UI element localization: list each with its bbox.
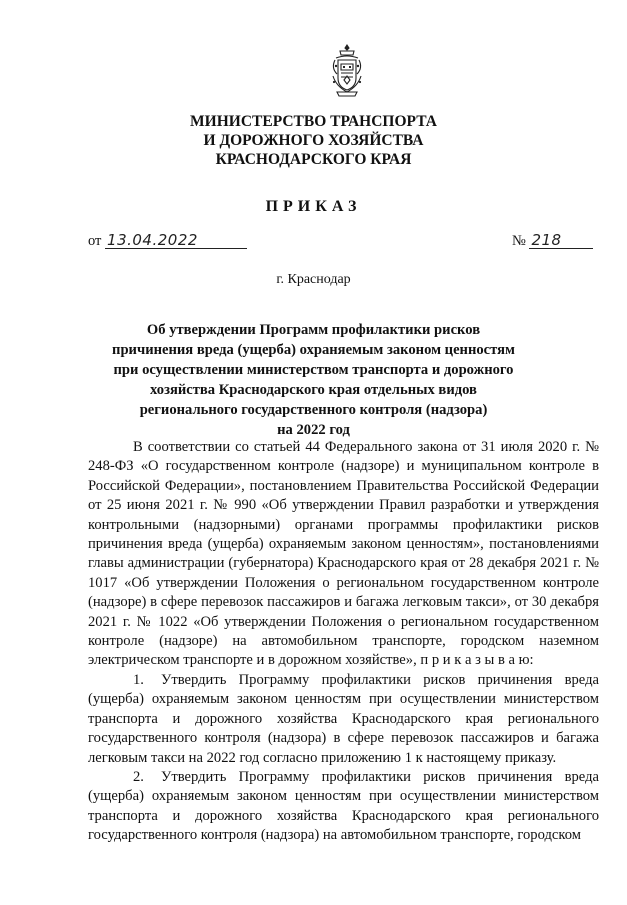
number-prefix: № — [512, 233, 526, 249]
number-value: 218 — [529, 232, 593, 249]
order-title: ПРИКАЗ — [265, 198, 362, 215]
date-prefix: от — [88, 233, 102, 249]
krasnodar-coat-of-arms-icon — [328, 42, 366, 100]
item-1-number: 1. — [133, 671, 144, 688]
item-1-text: Утвердить Программу профилактики рисков причинения вреда (ущерба) охраняемым законом ценностям при осуществлении министерством транспорта и дорожного хозяйства Краснодарского края регионального государственного контроля (надзора) в сфере перевозок пассажиров и багажа легковым такси на 2022 год согласно приложению 1 к настоящему приказу. — [88, 671, 599, 766]
city: г. Краснодар — [276, 272, 351, 287]
order-subject: Об утверждении Программ профилактики рисков причинения вреда (ущерба) охраняемым законом ценностям при осуществлении министерством транспорта и дорожного хозяйства Краснодарского края отдельных видов регионального государственного контроля (надзора) на 2022 год — [112, 322, 515, 438]
item-2-number: 2. — [133, 768, 144, 785]
date-value: 13.04.2022 — [105, 232, 247, 249]
order-body — [88, 438, 599, 846]
item-2 — [88, 768, 599, 846]
item-2-text: Утвердить Программу профилактики рисков причинения вреда (ущерба) охраняемым законом ценностям при осуществлении министерством транспорта и дорожного хозяйства Краснодарского края регионального государственного контроля (надзора) на автомобильном транспорте, городском — [88, 768, 599, 844]
ministry-name: МИНИСТЕРСТВО ТРАНСПОРТА И ДОРОЖНОГО ХОЗЯЙСТВА КРАСНОДАРСКОГО КРАЯ — [190, 113, 437, 168]
intro-paragraph: В соответствии со статьей 44 Федерального закона от 31 июля 2020 г. № 248-ФЗ «О государственном контроле (надзоре) и муниципальном контроле в Российской Федерации», постановлением Правительства Российской Федерации от 25 июня 2021 г. № 990 «Об утверждении Правил разработки и утверждения контрольными (надзорными) органами программы профилактики рисков причинения вреда (ущерба) охраняемым законом ценностям», постановлениями главы администрации (губернатора) Краснодарского края от 28 декабря 2021 г. № 1017 «Об утверждении Положения о региональном государственном контроле (надзоре) в сфере перевозок пассажиров и багажа легковым такси», от 30 декабря 2021 г. № 1022 «Об утверждении Положения о региональном государственном контроле (надзоре) на автомобильном транспорте, городском наземном электрическом транспорте и в дорожном хозяйстве», п р и к а з ы в а ю: — [88, 439, 599, 669]
order-number — [512, 232, 593, 250]
item-1 — [88, 671, 599, 768]
order-date — [88, 232, 247, 250]
